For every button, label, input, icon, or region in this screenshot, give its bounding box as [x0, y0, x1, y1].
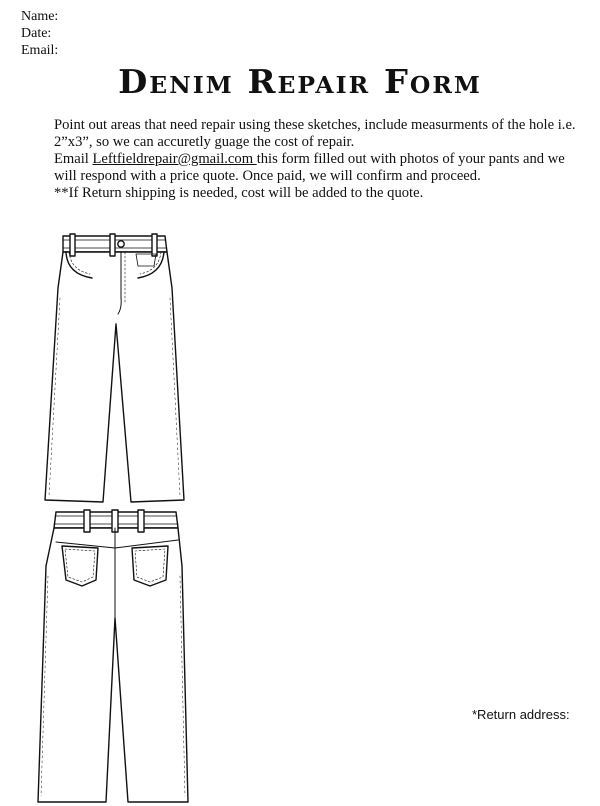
instructions-paragraph	[54, 117, 590, 202]
jeans-back-icon[interactable]	[28, 506, 193, 806]
customer-info-fields	[21, 8, 58, 59]
email-suffix: this form filled out with photos of your pants and we will respond with a price quote. Once paid, we will confirm and proceed.	[54, 151, 565, 184]
return-address-label: *Return address:	[472, 707, 570, 722]
instructions-email-line	[54, 151, 590, 185]
email-link[interactable]: Leftfieldrepair@gmail.com	[92, 151, 257, 167]
instructions-line-1: Point out areas that need repair using these sketches, include measurments of the hole i.e. 2”x3”, so we can accuretly guage the cost of repair.	[54, 117, 576, 150]
email-label: Email:	[21, 43, 59, 58]
form-title: Denim Repair Form	[118, 62, 482, 101]
name-label: Name:	[21, 9, 59, 24]
date-label: Date:	[21, 26, 52, 41]
shipping-note: **If Return shipping is needed, cost will be added to the quote.	[54, 185, 424, 201]
jeans-front-icon[interactable]	[30, 228, 200, 508]
email-prefix: Email	[54, 151, 93, 167]
